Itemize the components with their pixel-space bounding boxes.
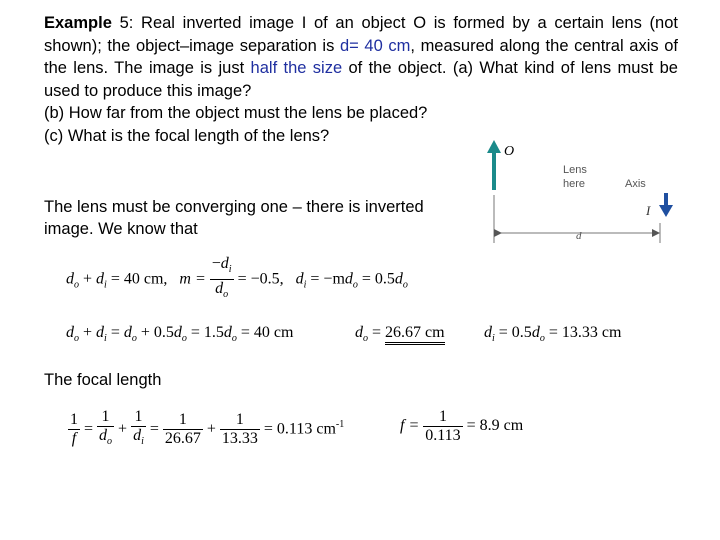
frac-one-6: 1 xyxy=(423,408,462,427)
lens-diagram xyxy=(480,135,680,250)
answer-text xyxy=(44,196,424,240)
frac-one-2: 1 xyxy=(97,408,114,427)
inverse-focal-value: = 0.113 cm xyxy=(263,420,336,438)
eq1-di-value: = 0.5 xyxy=(361,270,395,288)
object-arrow xyxy=(487,140,501,190)
eq1-di: = −m xyxy=(310,270,345,288)
separation-value: d= 40 cm xyxy=(339,36,411,55)
eq1-sum: = 40 cm, xyxy=(110,270,168,288)
focal-length-label: The focal length xyxy=(44,371,162,389)
frac-den-focal: 0.113 xyxy=(425,427,461,444)
frac-one-4: 1 xyxy=(163,411,203,430)
axis-label: Axis xyxy=(625,178,646,190)
object-label: O xyxy=(504,144,515,159)
di-half: = 0.5 xyxy=(498,324,532,341)
eq1-m: m = xyxy=(179,270,206,288)
focal-result xyxy=(400,408,523,445)
example-number: 5 xyxy=(119,14,129,32)
eq2-plus: + 0.5 xyxy=(140,324,174,341)
f-equals: f = xyxy=(400,417,420,435)
equation-line-2: $d_o + d_i = d_o + 0.5d_o = 1.5d_o = 40$ cm xyxy=(66,324,294,345)
frac-den-do: 26.67 xyxy=(164,430,201,448)
problem-text-3: of the object. (a) What kind of lens must be used to produce this image? xyxy=(44,59,678,100)
problem-text-1: : Real inverted image I of an object O is formed by a certain lens (not shown); the object–image separation is xyxy=(44,14,678,55)
lens-label-1: Lens xyxy=(563,164,587,176)
frac-one-3: 1 xyxy=(131,408,146,427)
frac-f: f xyxy=(71,430,77,448)
image-arrow xyxy=(659,193,673,217)
frac-den-di: 13.33 xyxy=(221,430,258,448)
problem-part-b: (b) How far from the object must the lens be placed? xyxy=(44,104,428,122)
eq2-val1: = 1.5 xyxy=(190,324,224,341)
di-result: $d_i = 0.5d_o = 13.33$ cm xyxy=(484,324,622,345)
problem-text-2: , measured along the central axis of the lens. The image is just xyxy=(44,36,678,77)
half-size-text: half the size xyxy=(250,59,343,77)
equation-line-1: $d_o + d_i = 40$ cm, m = $\frac{-d_i}{d_o}$ = −0.5, $d_i = -md_o = 0.5d_o$ xyxy=(66,255,408,304)
d-label: d xyxy=(576,230,582,242)
eq1-m-value: = −0.5, xyxy=(237,270,284,288)
answer-line-1: The lens must be converging one – there is inverted xyxy=(44,198,424,216)
eq2-val2: = 40 cm xyxy=(240,324,294,341)
focal-value: = 8.9 cm xyxy=(466,417,524,435)
image-label: I xyxy=(646,203,651,218)
do-value: 26.67 cm xyxy=(385,324,445,345)
problem-part-c: (c) What is the focal length of the lens? xyxy=(44,126,330,145)
di-value: 13.33 cm xyxy=(561,324,622,341)
example-label: Example xyxy=(44,14,112,32)
frac-one-5: 1 xyxy=(220,411,260,430)
inverse-exponent: -1 xyxy=(335,418,345,430)
problem-part-a xyxy=(44,12,678,102)
lens-label-2: here xyxy=(563,178,586,190)
eq1-m-fraction: $\frac{-d_i}{d_o}$ xyxy=(211,255,232,301)
equation-line-3: $\frac{1}{f}$ = $\frac{1}{d_o}$ + $\frac{1}{d_i}$ = $\frac{1}{26.67}$ + $\frac{1}{13.33}$ = 0.113 $cm^{-1}$ xyxy=(70,408,345,448)
problem-statement xyxy=(44,12,678,147)
do-result: $d_o = 26.67$ cm xyxy=(355,324,445,345)
answer-line-2: image. We know that xyxy=(44,220,198,238)
frac-one-1: 1 xyxy=(70,411,78,429)
